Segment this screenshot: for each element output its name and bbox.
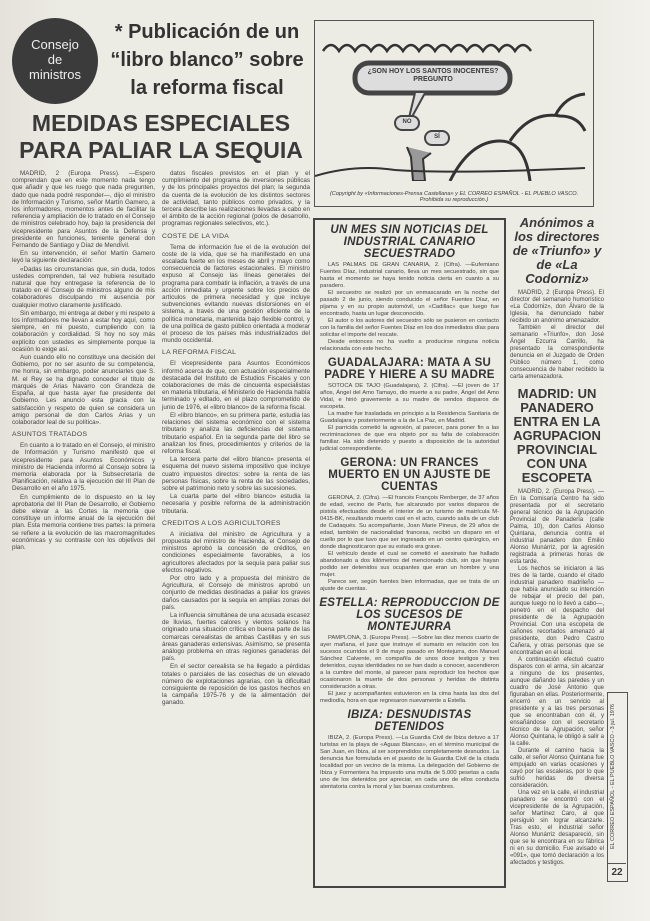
brief-headline: IBIZA: DESNUDISTAS DETENIDOS bbox=[347, 709, 472, 733]
cartoon-drawing bbox=[315, 21, 592, 181]
paragraph: PAMPLONA, 3. (Europa Press). —Sobre las diez menos cuarto de ayer mañana, el juez que instruye el sumario en relación con los sucesos ocurridos el 9 de mayo pasado en Montejurra, don Manuel Sánchez Calvente, en compañía de unos doce testigos y tres detenidos, cuyas identidades no se han dado a conocer, ascendieron a la cumbre del monte, al parecer para reproducir los hechos que ocasionaron la muerte de dos personas y heridas de distinta consideración a otras. bbox=[320, 635, 499, 690]
paragraph: IBIZA, 2. (Europa Press). —La Guardia Civil de Ibiza detuvo a 17 turistas en la playa de «Aguas Blancas», en el término municipal de San Juan, en Ibiza, al ser sorprendidos completamente desnudos. La denuncia fue formulada en el puesto de la Guardia Civil de la citada localidad por un vecino de la misma. La delegación del Gobierno de Ibiza y Formentera ha impuesto una multa de 5.000 pesetas a cada uno de los detenidos por apreciar, en cada uno de ellos conducta atentatoria contra la moral y las buenas costumbres. bbox=[320, 735, 499, 790]
paragraph: «Dadas las circunstancias que, sin duda, todos ustedes comprenden, tal vez hubiera resultado natural que hoy entregase la referencia de lo tratado en el Consejo de ministros alguno de mis colaboradores disculpando mi ausencia por cualquier motivo claramente justificado. bbox=[12, 265, 155, 309]
news-brief bbox=[315, 224, 504, 353]
paragraph: La tercera parte del «libro blanco» presenta el esquema del nuevo sistema impositivo que incluye cuatro impuestos directos: sobre la renta de las personas físicas, sobre la renta de las sociedades, sobre el patrimonio neto y sobre las sucesiones. bbox=[162, 456, 310, 492]
paragraph: Desde entonces no ha vuelto a producirse ninguna noticia relacionada con este hecho. bbox=[320, 339, 499, 352]
section-badge bbox=[12, 18, 98, 104]
page-footer-strip bbox=[607, 692, 628, 882]
brief-headline: GUADALAJARA: MATA A SU PADRE Y HIERE A SU MADRE bbox=[324, 357, 495, 381]
brief-headline: UN MES SIN NOTICIAS DEL INDUSTRIAL CANARIO SECUESTRADO bbox=[330, 224, 489, 260]
paragraph: También el director del semanario «Triunfo», don José Ángel Ezcurra Carrillo, ha presentado la correspondiente denuncia en el Juzgado de Orden Público número 1, como consecuencia de haber recibido la carta amenazadora. bbox=[510, 325, 604, 380]
badge-line: Consejo bbox=[31, 37, 79, 52]
paragraph: Parece ser, según fuentes bien informadas, que se trata de un ajuste de cuentas. bbox=[320, 579, 499, 592]
paragraph: El vehículo desde el cual se cometió el asesinato fue hallado abandonado a dos kilómetros del mencionado club, sin que hayan podido ser detenidos sus ocupantes que eran un hombre y una mujer. bbox=[320, 551, 499, 578]
paragraph: MADRID, 2 (Europa Press). El director del semanario humorístico «La Codorniz», don Álvaro de la Iglesia, ha denunciado haber recibido un anónimo amenazador. bbox=[510, 290, 604, 324]
paragraph: datos fiscales previstos en el plan y el cumplimiento del programa de inversiones públicas y de los principales proyectos del plan; la segunda da cuenta de la evolución de los distintos sectores de actividad, tanto públicos como privados, y la tercera describe las realizaciones llevadas a cabo en el ámbito de la acción regional (polos de desarrollo, programas regionales selectivos, etc.). bbox=[162, 170, 310, 228]
badge-line: de bbox=[47, 52, 63, 67]
paragraph: En cuanto a lo tratado en el Consejo, el ministro de Información y Turismo manifestó que el vicepresidente para Asuntos Económicos y ministro de Hacienda informó al Consejo sobre la memoria elaborada por la Subsecretaría de Planificación, relativa a la ejecución del III Plan de Desarrollo en el año 1975. bbox=[12, 442, 155, 493]
paragraph: MADRID, 2. (Europa Press). — En la Comisaría Centro ha sido presentada por el secretario general técnico de la Agrupación Provincial de Panadería (calle Palma, 10), don Carlos Alonso Quintana, denuncia contra el industrial panadero don Emilio Alonso Munárriz, por la agresión registrada a primeras horas de esta tarde. bbox=[510, 489, 604, 565]
speech-bubble-text: ¿SON HOY LOS SANTOS INOCENTES? PREGUNTO bbox=[367, 68, 499, 83]
news-brief bbox=[315, 709, 504, 791]
paragraph: La cuarta parte del «libro blanco» estudia la necesaria y posible reforma de la administración tributaria. bbox=[162, 493, 310, 515]
brief-body bbox=[315, 262, 504, 353]
paragraph: El parricida cometió la agresión, al parecer, para poner fin a las recriminaciones de que era objeto por su falta de colaboración familiar. Ha sido detenido y puesto a disposición de la autoridad judicial correspondiente. bbox=[320, 425, 499, 452]
right-column bbox=[510, 216, 604, 873]
reply-no: NO bbox=[402, 119, 412, 125]
kicker-headline: * Publicación de un “libro blanco” sobre la reforma fiscal bbox=[110, 21, 304, 99]
article-anonimos-body bbox=[510, 290, 604, 381]
brief-body bbox=[315, 735, 504, 791]
article-panadero-body bbox=[510, 489, 604, 867]
paragraph: GERONA, 2. (Cifra). —El francés François Renberger, de 37 años de edad, vecino de París, fue alcanzado por varios disparos de pistola efectuados desde el interior de un turismo de matrícula M-0415-BK, resultando muerto casi en el acto, cuando salía de un club de Cadaqués. Su acompañante, Joan Marie Pineus, de 29 años de edad, también de nacionalidad francesa, recibió un disparo en el cuello por lo que tuvo que ser ingresado en un centro quirúrgico, en donde diagnosticaron que su estado era grave. bbox=[320, 495, 499, 550]
paragraph: Tema de información fue el de la evolución del coste de la vida, que se ha manifestado en una escalada fuerte en los meses de abril y mayo como consecuencia de factores estacionales. El ministro expuso al Consejo las líneas generales del programa para combatir la inflación, a través de una acción inmediata y urgente sobre los precios de artículos de primera necesidad y que incluye subvenciones evitando nuevas distorsiones en el sistema, a través de una gestión eficiente de la política monetaria, mantenida bajo flexible control, y de una política de gasto público orientada a moderar el proceso de los países más industrializados del mundo occidental. bbox=[162, 243, 310, 345]
paragraph: El «libro blanco», en su primera parte, estudia las relaciones del sistema económico con el sistema tributario y analiza las deficiencias del sistema tributario español. En la segunda parte del libro se analizan los fines, procedimientos y criterios de la reforma fiscal. bbox=[162, 411, 310, 455]
paragraph: Por otro lado y a propuesta del ministro de Agricultura, el Consejo de ministros aprobó un conjunto de medidas destinadas a paliar los graves daños causados por la sequía en amplias zonas del país. bbox=[162, 574, 310, 611]
news-briefs-box bbox=[313, 218, 506, 888]
brief-body bbox=[315, 495, 504, 593]
main-article bbox=[12, 18, 310, 708]
cartoon bbox=[314, 20, 594, 207]
article-columns bbox=[12, 170, 310, 708]
headline-line: PARA PALIAR LA SEQUIA bbox=[19, 137, 303, 163]
paragraph: El autor o los autores del secuestro sólo se pusieron en contacto con la familia del señor Fuentes Díaz en los dos inmediatos días para solicitar el importe del rescate. bbox=[320, 318, 499, 338]
paragraph: El secuestro se realizó por un enmascarado en la noche del pasado 2 de junio, siendo conducido el señor Fuentes Díaz, en pijama y en su propio automóvil, un «Cadillac» que luego fue encontrado, hasta un lugar desconocido. bbox=[320, 290, 499, 317]
subheading: LA REFORMA FISCAL bbox=[162, 349, 237, 357]
cartoon-caption: (Copyright by «Informaciones-Prensa Castellana» y EL CORREO ESPAÑOL - EL PUEBLO VASCO. Prohibida su reproducción.) bbox=[329, 190, 579, 204]
paragraph: Durante el camino hacia la calle, el señor Alonso Quintana fue empujado en varias ocasiones y cayó por las escaleras, por lo que sufrió heridas de diversa consideración. bbox=[510, 748, 604, 789]
publication-date: EL CORREO ESPAÑOL - EL PUEBLO VASCO - 3 jul. 1976 bbox=[610, 704, 616, 850]
article-header bbox=[12, 18, 310, 108]
paragraph: MADRID, 2 (Europa Press). —Espero comprendan que en este momento nada tengo que añadir y que les ruego que nada pregunten, dado que nada podré responder—, dijo el ministro de Información y Turismo, señor Martín Gamero, a los informadores, momentos antes de facilitar la referencia y ampliación de lo tratado en el Consejo de ministros celebrado hoy, bajo la presidencia del vicepresidente para Asuntos de la Defensa y presidente en funciones, teniente general don Fernando de Santiago y Díaz de Mendívil. bbox=[12, 170, 155, 250]
news-brief bbox=[315, 597, 504, 705]
paragraph: La influencia simultánea de una acusada escasez de lluvias, fuertes calores y vientos solanos ha originado una situación crítica en buena parte de las comarcas cerealistas de ambas Castillas y en sus áreas ganaderas extensivas. Asimismo, se presenta análogo problema en otras regiones ganaderas del país. bbox=[162, 611, 310, 663]
paragraph: El vicepresidente para Asuntos Económicos informó acerca de que, con actuación especialmente destacada del Instituto de Estudios Fiscales y con colaboraciones de más de cincuenta especialistas en materia tributaria, el Ministerio de Hacienda había terminado y editado, en el plazo comprometido de junio de 1976, el «libro blanco» de la reforma fiscal. bbox=[162, 360, 310, 411]
brief-body bbox=[315, 635, 504, 705]
subheading: ASUNTOS TRATADOS bbox=[12, 431, 88, 439]
news-brief bbox=[315, 457, 504, 593]
news-brief bbox=[315, 357, 504, 453]
paragraph: Una vez en la calle, el industrial panadero se encontró con el vicepresidente de la Agrupación, señor Martínez Caro, al que persiguió sin lograr alcanzarle. Tras esto, el industrial señor Alonso Munárriz desapareció, sin que se le encontrara en su fábrica ni en su domicilio. Fue avisado el «091», que tomó declaración a los afectados y testigos. bbox=[510, 790, 604, 866]
brief-headline: ESTELLA: REPRODUCCION DE LOS SUCESOS DE MONTEJURRA bbox=[319, 597, 500, 633]
article-column-1 bbox=[12, 170, 155, 552]
paragraph: En el sector cerealista se ha llegado a pérdidas totales o parciales de las cosechas de un elevado número de explotaciones agrarias, con la dificultad consiguiente de reposición de los gastos hechos en la campaña 1975-76 y de la alimentación del ganado. bbox=[162, 663, 310, 707]
brief-headline: GERONA: UN FRANCES MUERTO EN UN AJUSTE DE CUENTAS bbox=[328, 457, 491, 493]
article-headline-anonimos: Anónimos a los directores de «Triunfo» y de «La Codorniz» bbox=[512, 215, 602, 286]
paragraph: En cumplimiento de lo dispuesto en la ley aprobatoria del III Plan de Desarrollo, el Gobierno debe elevar a las Cortes la memoria que constituye un informe anual de la ejecución del plan. Esta memoria contiene tres partes: la primera se refiere a la evolución de las macromagnitudes económicas y su contraste con los objetivos del plan. bbox=[12, 493, 155, 551]
reply-si: SÍ bbox=[434, 134, 440, 140]
subheading: COSTE DE LA VIDA bbox=[162, 232, 230, 240]
page-number: 22 bbox=[608, 863, 626, 881]
subheading: CREDITOS A LOS AGRICULTORES bbox=[162, 519, 281, 527]
paragraph: LAS PALMAS DE GRAN CANARIA, 2. (Cifra). —Eufemiano Fuentes Díaz, industrial canario, lleva un mes secuestrado, sin que hasta el momento se haya tenido noticia cierta en cuanto a su paradero. bbox=[320, 262, 499, 289]
paragraph: Aun cuando ello no constituye una decisión del Gobierno, por no ser asunto de su competencia, me honra, sin embargo, poder anunciarles que S. M. el Rey se ha dignado conceder el título de marqués de Arias Navarro con Grandeza de España, al que hasta ayer fue presidente del Gobierno. Les anuncio esta gracia con la satisfacción y respeto de quien se considera un amigo personal de don Carlos Arias y un colaborador leal de su política». bbox=[12, 354, 155, 426]
paragraph: En su intervención, el señor Martín Gamero leyó la siguiente declaración: bbox=[12, 250, 155, 265]
paragraph: El juez y acompañantes estuvieron en la cima hasta las dos del mediodía, hora en que regresaron nuevamente a Estella. bbox=[320, 691, 499, 704]
main-headline bbox=[12, 110, 310, 164]
article-column-2 bbox=[162, 170, 310, 708]
paragraph: SOTOCA DE TAJO (Guadalajara), 2. (Cifra). —El joven de 17 años, Ángel del Amo Tamayo, dio muerte a su padre, Ángel del Amo Vidal, e hirió gravemente a su madre de sendos disparos de escopeta. bbox=[320, 383, 499, 410]
paragraph: Los hechos se iniciaron a las tres de la tarde, cuando el citado industrial panadero madrileño —que había anunciado su intención de rebajar el precio del pan, aunque luego no lo llevó a cabo—, penetró en el despacho del presidente de la Agrupación Provincial. Con una escopeta de cañones recortados amenazó al presidente, don Pedro Castro Cañera, y otras personas que se encontraban en el local. bbox=[510, 566, 604, 656]
badge-line: ministros bbox=[28, 67, 81, 82]
paragraph: Sin embargo, mi entrega al deber y mi respeto a los informadores me llevan a estar hoy aquí, como siempre, en mi puesto, cumpliendo con la colaboración y cordialidad. Si hoy no soy más explícito con ustedes es simplemente porque la ocasión lo exige así. bbox=[12, 309, 155, 353]
article-headline-panadero: MADRID: UN PANADERO ENTRA EN LA AGRUPACION PROVINCIAL CON UNA ESCOPETA bbox=[513, 386, 601, 485]
paragraph: A continuación efectuó cuatro disparos con el arma, sin alcanzar a ninguno de los presentes, aunque dañando las paredes y un cuadro de José Antonio que figuraban en ellas. Posteriormente, encerró en un servicio al presidente y a las tres personas que se encontraban con él, y ensañándose con el secretario técnico de la Agrupación, señor Alonso Quintana, le obligó a salir a la calle. bbox=[510, 657, 604, 747]
headline-line: MEDIDAS ESPECIALES bbox=[31, 110, 291, 136]
brief-body bbox=[315, 383, 504, 453]
paragraph: La madre fue trasladada en principio a la Residencia Sanitaria de Guadalajara y posteriormente a la de La Paz, en Madrid. bbox=[320, 411, 499, 424]
paragraph: A iniciativa del ministro de Agricultura y a propuesta del ministro de Hacienda, el Consejo de ministros aprobó la concesión de créditos, en condiciones especialmente favorables, a los agricultores afectados por la sequía para paliar sus efectos negativos. bbox=[162, 530, 310, 574]
